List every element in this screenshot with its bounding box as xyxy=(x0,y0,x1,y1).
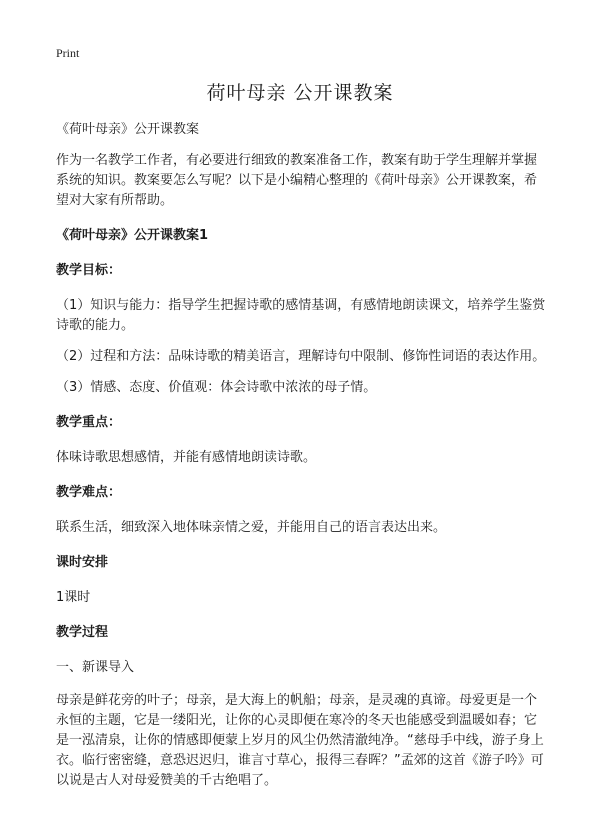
goal-item-1: （1）知识与能力：指导学生把握诗歌的感情基调，有感情地朗读课文，培养学生鉴赏诗歌的能力。 xyxy=(56,298,546,333)
difficulties-heading: 教学难点： xyxy=(56,485,122,500)
lesson-heading: 《荷叶母亲》公开课教案1 xyxy=(56,228,209,243)
document-subtitle: 《荷叶母亲》公开课教案 xyxy=(56,122,200,137)
key-points-heading: 教学重点： xyxy=(56,415,122,430)
document-body xyxy=(56,120,546,791)
key-points-text: 体味诗歌思想感情，并能有感情地朗读诗歌。 xyxy=(56,450,317,465)
process-heading: 教学过程 xyxy=(56,625,109,640)
schedule-heading: 课时安排 xyxy=(56,555,109,570)
print-label: Print xyxy=(56,46,80,60)
goal-item-2: （2）过程和方法：品味诗歌的精美语言，理解诗句中限制、修饰性词语的表达作用。 xyxy=(56,349,546,364)
goal-item-3: （3）情感、态度、价值观：体会诗歌中浓浓的母子情。 xyxy=(56,380,377,395)
process-paragraph: 母亲是鲜花旁的叶子；母亲，是大海上的帆船；母亲，是灵魂的真谛。母爱更是一个永恒的主题，它是一缕阳光，让你的心灵即便在寒冷的冬天也能感受到温暖如春；它是一泓清泉，让你的情感即便蒙上岁月的风尘仍然清澈纯净。“慈母手中线，游子身上衣。临行密密缝，意恐迟迟归，谁言寸草心，报得三春晖？”孟郊的这首《游子吟》可以说是古人对母爱赞美的千古绝唱了。 xyxy=(56,693,544,788)
process-step-heading: 一、新课导入 xyxy=(56,660,135,675)
schedule-text: 1课时 xyxy=(56,590,91,605)
intro-paragraph: 作为一名教学工作者，有必要进行细致的教案准备工作，教案有助于学生理解并掌握系统的知识。教案要怎么写呢？以下是小编精心整理的《荷叶母亲》公开课教案，希望对大家有所帮助。 xyxy=(56,153,538,208)
difficulties-text: 联系生活，细致深入地体味亲情之爱，并能用自己的语言表达出来。 xyxy=(56,520,447,535)
goals-heading: 教学目标： xyxy=(56,263,122,278)
page-title: 荷叶母亲 公开课教案 xyxy=(206,82,394,104)
